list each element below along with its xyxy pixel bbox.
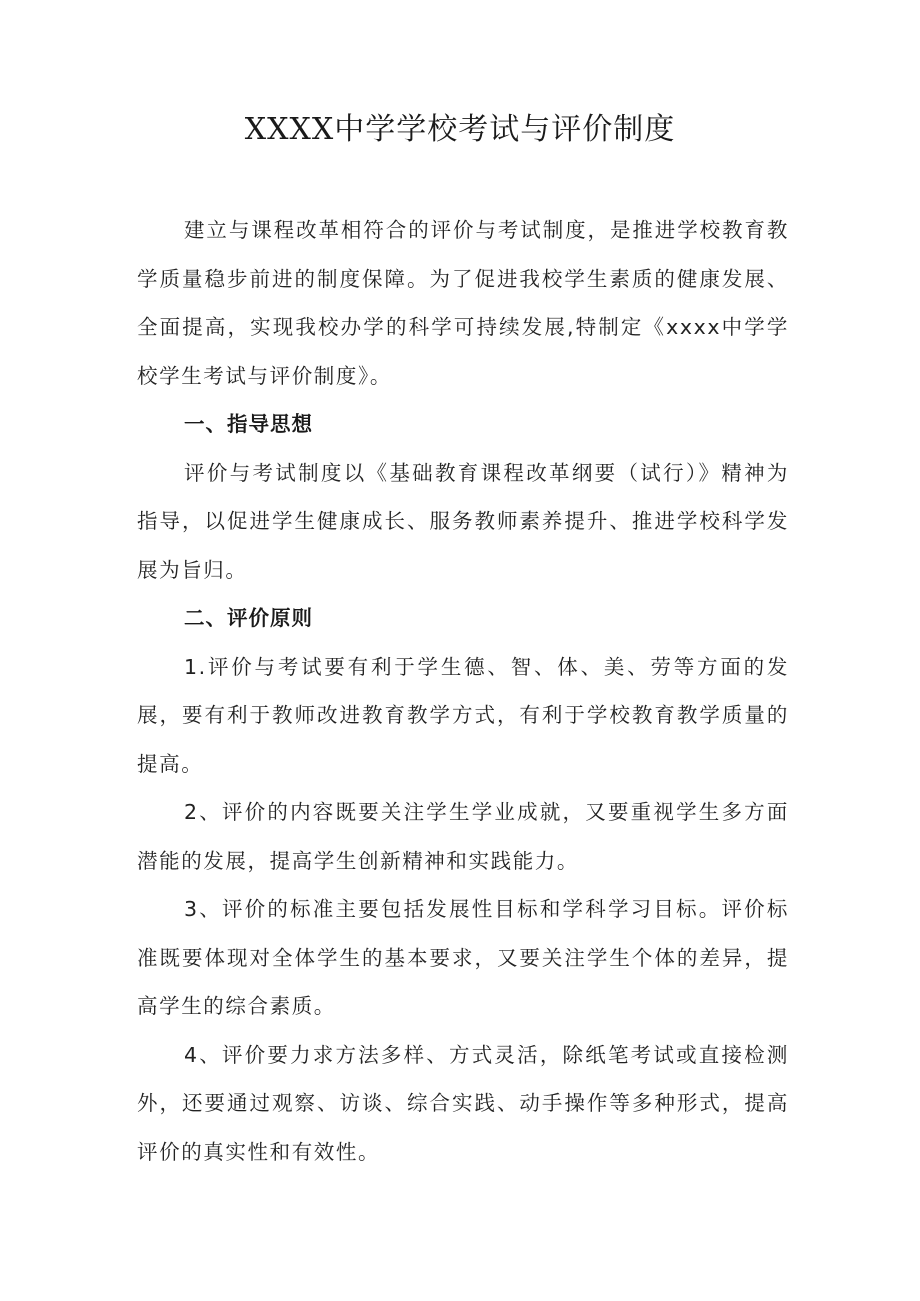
section-heading-evaluation-principles: 二、评价原则 (184, 606, 313, 630)
principle-item-1: 1.评价与考试要有利于学生德、智、体、美、劳等方面的发展，要有利于教师改进教育教学方式，有利于学校教育教学质量的提高。 (137, 654, 789, 776)
document-title: XXXX中学学校考试与评价制度 (244, 112, 676, 147)
principle-item-3: 3、评价的标准主要包括发展性目标和学科学习目标。评价标准既要体现对全体学生的基本要求，又要关注学生个体的差异，提高学生的综合素质。 (137, 897, 789, 1018)
section-heading-guiding-ideology: 一、指导思想 (184, 412, 313, 436)
guiding-ideology-paragraph: 评价与考试制度以《基础教育课程改革纲要（试行）》精神为指导，以促进学生健康成长、服务教师素养提升、推进学校科学发展为旨归。 (137, 460, 789, 582)
principle-item-4: 4、评价要力求方法多样、方式灵活，除纸笔考试或直接检测外，还要通过观察、访谈、综合实践、动手操作等多种形式，提高评价的真实性和有效性。 (137, 1042, 789, 1164)
document-body (137, 206, 789, 1176)
intro-paragraph: 建立与课程改革相符合的评价与考试制度，是推进学校教育教学质量稳步前进的制度保障。为了促进我校学生素质的健康发展、全面提高，实现我校办学的科学可持续发展,特制定《xxxx中学学校学生考试与评价制度》。 (137, 218, 789, 388)
principle-item-2: 2、评价的内容既要关注学生学业成就，又要重视学生多方面潜能的发展，提高学生创新精神和实践能力。 (137, 800, 789, 873)
